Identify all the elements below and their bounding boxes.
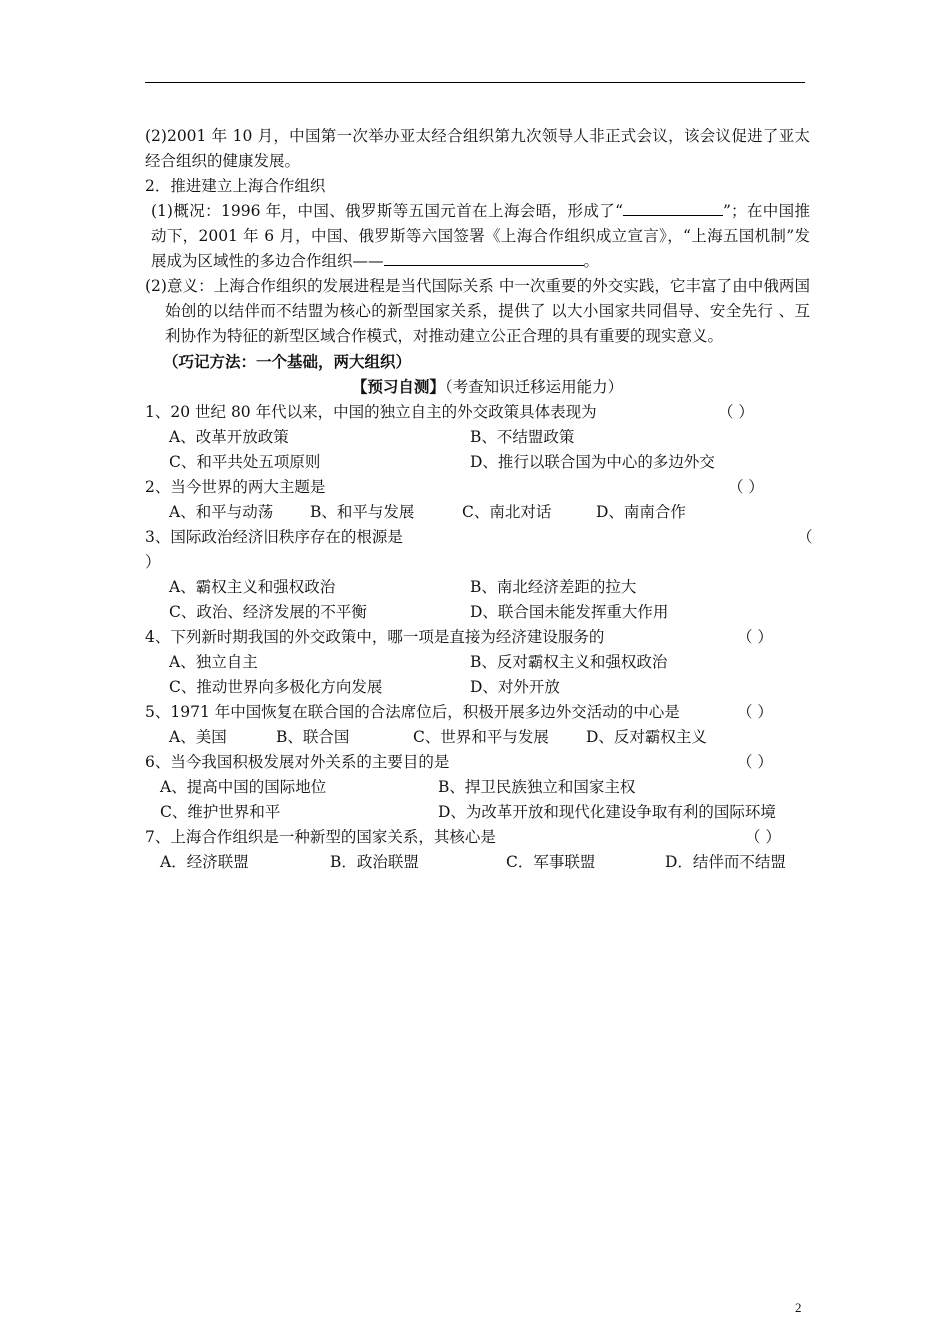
document-body xyxy=(145,124,813,875)
question-4 xyxy=(145,625,810,650)
option-d[interactable]: D、反对霸权主义 xyxy=(586,728,707,746)
question-1 xyxy=(145,400,810,425)
question-stem: 4、下列新时期我国的外交政策中，哪一项是直接为经济建设服务的 xyxy=(145,628,605,646)
option-row xyxy=(145,600,810,625)
option-d[interactable]: D、为改革开放和现代化建设争取有利的国际环境 xyxy=(438,803,776,821)
answer-paren[interactable]: （ ） xyxy=(737,628,773,646)
option-b[interactable]: B、不结盟政策 xyxy=(470,428,575,446)
question-stem: 7、上海合作组织是一种新型的国家关系，其核心是 xyxy=(145,828,496,846)
answer-paren[interactable]: （ ） xyxy=(737,753,773,771)
option-a[interactable]: A．经济联盟 xyxy=(160,853,249,871)
option-c[interactable]: C．军事联盟 xyxy=(506,853,596,871)
heading-note: （考查知识迁移运用能力） xyxy=(444,378,624,396)
option-row xyxy=(145,500,810,525)
question-stem: 2、当今世界的两大主题是 xyxy=(145,478,326,496)
option-b[interactable]: B、反对霸权主义和强权政治 xyxy=(470,653,668,671)
option-b[interactable]: B、南北经济差距的拉大 xyxy=(470,578,637,596)
option-c[interactable]: C、推动世界向多极化方向发展 xyxy=(169,678,383,696)
option-row xyxy=(145,425,810,450)
question-stem: 5、1971 年中国恢复在联合国的合法席位后，积极开展多边外交活动的中心是 xyxy=(145,703,680,721)
question-6 xyxy=(145,750,810,775)
section-heading-self-test xyxy=(165,374,810,400)
option-a[interactable]: A、独立自主 xyxy=(169,653,258,671)
option-row xyxy=(145,450,810,475)
option-a[interactable]: A、提高中国的国际地位 xyxy=(160,778,327,796)
option-row xyxy=(145,800,810,825)
answer-paren[interactable]: （ ） xyxy=(718,403,754,421)
overview-text-b: ”；在中国推动下，2001 年 6 月，中国、俄罗斯等六国签署《上海合作组织成立宣言》，“上海五国机制”发展成为区域性的多边合作组织—— xyxy=(151,202,810,270)
option-d[interactable]: D、推行以联合国为中心的多边外交 xyxy=(470,453,715,471)
option-c[interactable]: C、政治、经济发展的不平衡 xyxy=(169,603,367,621)
question-stem: 3、国际政治经济旧秩序存在的根源是 xyxy=(145,528,403,546)
option-row xyxy=(145,650,810,675)
answer-paren[interactable]: （ ） xyxy=(745,828,781,846)
answer-paren[interactable]: （ ） xyxy=(737,703,773,721)
answer-paren-close[interactable]: ） xyxy=(145,553,161,571)
option-row xyxy=(145,575,810,600)
option-row xyxy=(145,675,810,700)
option-b[interactable]: B、捍卫民族独立和国家主权 xyxy=(438,778,636,796)
option-c[interactable]: C、和平共处五项原则 xyxy=(169,453,321,471)
question-5 xyxy=(145,700,810,725)
option-row xyxy=(145,725,810,750)
option-d[interactable]: D、联合国未能发挥重大作用 xyxy=(470,603,669,621)
option-b[interactable]: B、联合国 xyxy=(276,728,350,746)
paragraph-sco-overview xyxy=(145,199,810,274)
paragraph-apec-meeting: (2)2001 年 10 月，中国第一次举办亚太经合组织第九次领导人非正式会议，该会议促进了亚太经合组织的健康发展。 xyxy=(145,127,810,170)
answer-paren[interactable]: （ ） xyxy=(728,478,764,496)
option-b[interactable]: B．政治联盟 xyxy=(330,853,419,871)
paragraph-sco-significance: (2)意义：上海合作组织的发展进程是当代国际关系 中一次重要的外交实践，它丰富了由中俄两国始创的以结伴而不结盟为核心的新型国家关系，提供了 以大小国家共同倡导、安全先行 、互利协作为特征的新型区域合作模式，对推动建立公正合理的具有重要的现实意义。 xyxy=(145,277,810,345)
option-a[interactable]: A、和平与动荡 xyxy=(169,503,274,521)
option-c[interactable]: C、世界和平与发展 xyxy=(413,728,549,746)
answer-paren-open[interactable]: （ xyxy=(797,528,813,546)
memory-tip: （巧记方法：一个基础，两大组织） xyxy=(163,352,412,371)
option-d[interactable]: D、南南合作 xyxy=(596,503,686,521)
option-d[interactable]: D、对外开放 xyxy=(470,678,560,696)
overview-text-a: (1)概况：1996 年，中国、俄罗斯等五国元首在上海会晤，形成了“ xyxy=(151,202,624,220)
question-7 xyxy=(145,825,810,850)
question-stem: 6、当今我国积极发展对外关系的主要目的是 xyxy=(145,753,450,771)
option-a[interactable]: A、霸权主义和强权政治 xyxy=(169,578,336,596)
fill-blank-2[interactable] xyxy=(384,249,584,266)
question-stem: 1、20 世纪 80 年代以来，中国的独立自主的外交政策具体表现为 xyxy=(145,403,597,421)
question-3-paren-close-line xyxy=(145,550,810,575)
option-c[interactable]: C、南北对话 xyxy=(462,503,552,521)
option-c[interactable]: C、维护世界和平 xyxy=(160,803,281,821)
section-heading-sco: 2．推进建立上海合作组织 xyxy=(145,177,326,195)
page-number: 2 xyxy=(795,1300,802,1315)
header-rule xyxy=(145,82,805,83)
option-row xyxy=(145,850,810,875)
option-a[interactable]: A、改革开放政策 xyxy=(169,428,289,446)
option-b[interactable]: B、和平与发展 xyxy=(310,503,415,521)
option-d[interactable]: D．结伴而不结盟 xyxy=(665,853,786,871)
question-2 xyxy=(145,475,810,500)
heading-bold: 【预习自测】 xyxy=(351,377,445,396)
option-a[interactable]: A、美国 xyxy=(169,728,227,746)
overview-text-c: 。 xyxy=(583,252,600,270)
fill-blank-1[interactable] xyxy=(623,199,723,216)
question-3 xyxy=(145,525,813,550)
option-row xyxy=(145,775,810,800)
